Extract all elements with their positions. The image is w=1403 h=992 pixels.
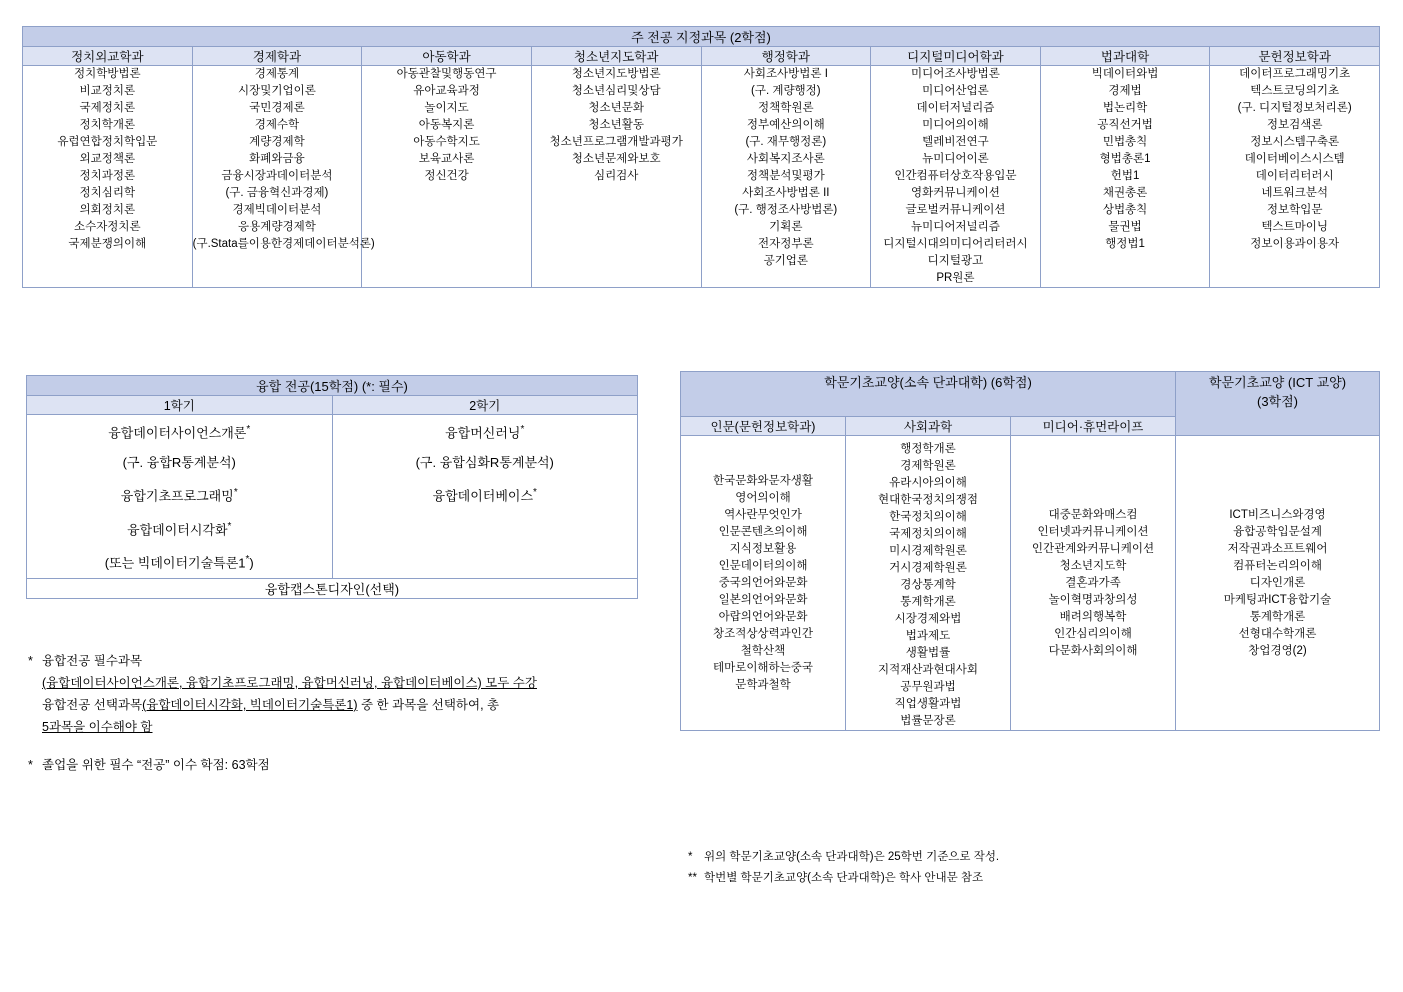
ga-col-header-2: 미디어·휴먼라이프 [1011, 417, 1176, 436]
course-item: PR원론 [936, 272, 975, 284]
note-text: 융합전공 선택과목 [42, 698, 143, 712]
course-item: 정보시스템구축론 [1250, 136, 1340, 148]
course-item: 인문콘텐츠의이해 [718, 525, 808, 538]
course-item: 아동관찰및행동연구 [396, 68, 497, 80]
course-item: 시장및기업이론 [238, 85, 316, 97]
course-item: 사회조사방법론 II [742, 187, 830, 199]
course-item: 거시경제학원론 [889, 562, 967, 574]
convergence-title-row [27, 376, 638, 396]
course-item: 행정법1 [1105, 238, 1145, 250]
course-item: 데이터베이스시스템 [1244, 153, 1345, 165]
convergence-title: 융합 전공(15학점) (*: 필수) [27, 376, 638, 396]
course-item: 통계학개론 [900, 596, 956, 608]
course-item: 정치과정론 [79, 170, 136, 182]
course-item: (구. 금융혁신과경제) [225, 187, 329, 199]
dept-header-2: 아동학과 [362, 47, 532, 66]
course-item: 청소년프로그램개발과평가 [549, 136, 683, 148]
course-item: 결혼과가족 [1065, 576, 1121, 589]
required-asterisk: * [520, 424, 525, 435]
course-item: 유럽연합정치학입문 [57, 136, 158, 148]
course-item: 글로벌커뮤니케이션 [905, 204, 1006, 216]
course-item: 유아교육과정 [413, 85, 480, 97]
course-item: 정책분석및평가 [746, 170, 825, 182]
general-education-table [680, 371, 1380, 731]
course-item: 정보학입문 [1266, 204, 1323, 216]
semester2-courses [332, 415, 638, 579]
major-table-courses-row [23, 66, 1380, 288]
course-item: 융합공학입문설계 [1233, 525, 1322, 538]
note-line [42, 694, 537, 716]
note-text: 졸업을 위한 필수 “전공” 이수 학점: 63학점 [42, 758, 270, 772]
course-item: 공기업론 [763, 255, 809, 267]
course-item: 정치학개론 [79, 119, 136, 131]
course-item: 기획론 [769, 221, 803, 233]
major-table-title: 주 전공 지정과목 (2학점) [23, 27, 1380, 47]
course-item: 미디어조사방법론 [911, 68, 1000, 80]
course-item: 데이터프로그래밍기초 [1239, 68, 1351, 80]
course-item: 문학과철학 [735, 678, 791, 691]
course-item: 시장경제와법 [894, 613, 962, 625]
required-asterisk: * [227, 520, 232, 532]
course-item: 공무원과법 [900, 681, 956, 693]
course-item: 데이터리터러시 [1255, 170, 1334, 182]
course-item: 채권총론 [1102, 187, 1148, 199]
course-item: 청소년심리및상담 [571, 85, 661, 97]
course-item: 텍스트마이닝 [1261, 221, 1329, 233]
required-asterisk: * [246, 424, 251, 435]
course-item: 정신건강 [424, 170, 469, 182]
note-body [42, 754, 270, 776]
course-item: 심리검사 [593, 170, 639, 182]
course-item: ICT비즈니스와경영 [1229, 508, 1326, 521]
course-item: 경제법 [1108, 85, 1142, 97]
major-table-header-row [23, 47, 1380, 66]
note-text-underline: (융합데이터사이언스개론, 융합기초프로그래밍, 융합머신러닝, 융합데이터베이스) 모두 수강 [42, 676, 537, 690]
course-item: 융합데이터베이스* [432, 487, 537, 504]
course-item: 공직선거법 [1097, 119, 1153, 131]
course-item: 한국문화와문자생활 [713, 474, 813, 487]
dept-courses-7 [1210, 66, 1380, 288]
note-bullet: ** [688, 872, 697, 884]
dept-header-5: 디지털미디어학과 [871, 47, 1041, 66]
note-bullet: * [688, 851, 693, 863]
course-item: 계량경제학 [249, 136, 305, 148]
course-item: 일본의언어와문화 [718, 593, 808, 606]
ga-courses-1 [846, 436, 1011, 731]
convergence-semester-header-row [27, 396, 638, 415]
dept-courses-0 [23, 66, 193, 288]
course-item: 정치학방법론 [73, 68, 141, 80]
course-item: 인간컴퓨터상호작용입문 [894, 170, 1017, 182]
ga-courses-0 [681, 436, 846, 731]
course-item: 응용계량경제학 [238, 221, 316, 233]
course-item: 상법총칙 [1102, 204, 1148, 216]
course-item: 디자인개론 [1249, 576, 1306, 589]
course-item: 통계학개론 [1249, 610, 1306, 623]
course-item: (구. 계량행정) [751, 85, 821, 97]
course-item: 미디어의이해 [922, 119, 989, 131]
course-item: (구. 융합R통계분석) [122, 455, 236, 471]
note-text: 학번별 학문기초교양(소속 단과대학)은 학사 안내문 참조 [704, 872, 984, 884]
course-item: 저작권과소프트웨어 [1227, 542, 1328, 555]
course-item: 뉴미디어저널리즘 [911, 221, 1000, 233]
course-item: 테마로이해하는중국 [713, 661, 813, 674]
course-item: 융합데이터사이언스개론* [108, 424, 251, 441]
note-text: 융합전공 필수과목 [42, 654, 143, 668]
course-item: 선형대수학개론 [1238, 627, 1317, 640]
course-item: 비교정치론 [79, 85, 136, 97]
course-item: 한국정치의이해 [889, 511, 967, 523]
note-bullet: * [28, 654, 33, 668]
course-item: 빅데이터와법 [1091, 68, 1159, 80]
capstone-cell [27, 579, 638, 599]
note-line [42, 754, 270, 776]
course-item: (구.Stata를이용한경제데이터분석론) [192, 238, 375, 250]
major-designated-courses-table [22, 26, 1380, 288]
dept-courses-6 [1040, 66, 1210, 288]
course-item: 융합데이터시각화* [127, 520, 232, 537]
course-item: 국제정치론 [79, 102, 136, 114]
semester1-header: 1학기 [27, 396, 333, 415]
ict-courses [1176, 436, 1380, 731]
ga-note-2 [688, 868, 1378, 889]
course-item: 뉴미디어이론 [922, 153, 989, 165]
course-item: 영어의이해 [735, 491, 791, 504]
course-item: 창조적상상력과인간 [713, 627, 813, 640]
dept-courses-5 [871, 66, 1041, 288]
dept-header-4: 행정학과 [701, 47, 871, 66]
ga-courses-row [681, 436, 1380, 731]
course-item: 텍스트코딩의기초 [1250, 85, 1340, 97]
dept-header-0: 정치외교학과 [23, 47, 193, 66]
course-item: 대중문화와매스컴 [1048, 508, 1138, 521]
dept-header-6: 법과대학 [1040, 47, 1210, 66]
course-item: 행정학개론 [900, 443, 956, 455]
course-item: 경제수학 [254, 119, 300, 131]
course-item: 사회조사방법론 I [743, 68, 828, 80]
course-item: 청소년활동 [588, 119, 644, 131]
course-item: 경제학원론 [900, 460, 956, 472]
course-item: 국민경제론 [249, 102, 305, 114]
dept-courses-3 [531, 66, 701, 288]
ga-title-left: 학문기초교양(소속 단과대학) (6학점) [681, 372, 1176, 417]
convergence-note-1 [28, 650, 668, 738]
dept-header-3: 청소년지도학과 [531, 47, 701, 66]
course-item: 민법총칙 [1102, 136, 1148, 148]
note-line [42, 650, 537, 672]
course-item: 법과제도 [905, 630, 951, 642]
course-item: 인터넷과커뮤니케이션 [1037, 525, 1149, 538]
course-item: 인문데이터의이해 [718, 559, 808, 572]
general-education-notes [688, 847, 1378, 889]
convergence-capstone-row [27, 579, 638, 599]
convergence-note-2 [28, 754, 668, 776]
convergence-notes [28, 650, 668, 776]
ict-title-line2: (3학점) [1256, 394, 1298, 409]
course-item: (구. 디지털정보처리론) [1237, 102, 1352, 114]
capstone-label: 융합캡스톤디자인 [264, 582, 366, 598]
course-item: 경제통계 [254, 68, 300, 80]
course-item: 컴퓨터논리의이해 [1233, 559, 1322, 572]
course-item: 미시경제학원론 [889, 545, 967, 557]
note-line [42, 672, 537, 694]
ict-title-line1: 학문기초교양 (ICT 교양) [1208, 375, 1347, 390]
course-item: 중국의언어와문화 [718, 576, 808, 589]
dept-courses-4 [701, 66, 871, 288]
ga-title-right [1176, 372, 1380, 436]
dept-header-1: 경제학과 [192, 47, 362, 66]
course-item: 텔레비전연구 [922, 136, 989, 148]
course-item: 국제정치의이해 [889, 528, 967, 540]
course-item: 창업경영(2) [1248, 644, 1307, 657]
course-item: 법논리학 [1102, 102, 1148, 114]
course-item: 지식정보활용 [729, 542, 797, 555]
course-item: 정치심리학 [79, 187, 136, 199]
course-item: 아랍의언어와문화 [718, 610, 808, 623]
required-asterisk: * [233, 487, 238, 499]
course-item: 놀이지도 [424, 102, 469, 114]
course-item: 생활법률 [905, 647, 951, 659]
course-item: 청소년지도학 [1059, 559, 1127, 572]
required-asterisk: * [533, 487, 537, 499]
course-item: 전자정부론 [758, 238, 814, 250]
course-item: 형법총론1 [1099, 153, 1151, 165]
course-item: 미디어산업론 [922, 85, 989, 97]
course-item: 유라시아의이해 [889, 477, 967, 489]
course-item: 마케팅과ICT융합기술 [1223, 593, 1332, 606]
note-text-underline: 5과목을 이수해야 함 [42, 720, 153, 734]
course-item: 아동수학지도 [413, 136, 480, 148]
course-item: 정보검색론 [1266, 119, 1323, 131]
note-text-underline: (융합데이터시각화, 빅데이터기술특론1) [142, 698, 358, 712]
course-item: 영화커뮤니케이션 [911, 187, 1000, 199]
course-item: 인간심리의이해 [1054, 627, 1132, 640]
course-item: 외교정책론 [79, 153, 136, 165]
major-table-title-row [23, 27, 1380, 47]
ga-col-header-1: 사회과학 [846, 417, 1011, 436]
course-item: 정보이용과이용자 [1250, 238, 1340, 250]
course-item: 배려의행복학 [1059, 610, 1127, 623]
course-item: 청소년문화 [588, 102, 644, 114]
course-item: 보육교사론 [418, 153, 475, 165]
semester2-header: 2학기 [332, 396, 638, 415]
course-item: 다문화사회의이해 [1048, 644, 1138, 657]
course-item: 현대한국정치의쟁점 [878, 494, 978, 506]
course-item: 지적재산과현대사회 [878, 664, 978, 676]
note-text: 위의 학문기초교양(소속 단과대학)은 25학번 기준으로 작성. [704, 851, 1000, 863]
course-item: 경제빅데이터분석 [232, 204, 322, 216]
convergence-courses-row [27, 415, 638, 579]
course-item: 정책학원론 [758, 102, 814, 114]
capstone-optional-label: (선택) [365, 582, 400, 598]
course-item: 소수자정치론 [73, 221, 141, 233]
course-item: 데이터저널리즘 [916, 102, 995, 114]
note-bullet: * [28, 758, 33, 772]
course-item: 놀이혁명과창의성 [1048, 593, 1138, 606]
course-item: 디지털광고 [927, 255, 984, 267]
note-text: 중 한 과목을 선택하여, 총 [357, 698, 500, 712]
course-item: 물권법 [1108, 221, 1142, 233]
course-item: 직업생활과법 [894, 698, 962, 710]
note-body [42, 650, 537, 738]
ga-courses-2 [1011, 436, 1176, 731]
ga-col-header-0: 인문(문헌정보학과) [681, 417, 846, 436]
course-item: 역사란무엇인가 [724, 508, 802, 521]
dept-header-7: 문헌정보학과 [1210, 47, 1380, 66]
course-item: 경상통계학 [900, 579, 956, 591]
semester1-courses [27, 415, 333, 579]
course-item: 사회복지조사론 [746, 153, 825, 165]
course-item: 헌법1 [1110, 170, 1140, 182]
ga-note-1 [688, 847, 1378, 868]
course-item: 아동복지론 [418, 119, 475, 131]
required-asterisk: * [245, 553, 250, 565]
course-item: 법률문장론 [900, 715, 956, 727]
course-item: (구. 재무행정론) [745, 136, 827, 148]
course-item: 네트워크분석 [1261, 187, 1329, 199]
course-item: 청소년지도방법론 [571, 68, 661, 80]
course-item: 국제분쟁의이해 [68, 238, 147, 250]
course-item: 화폐와금융 [249, 153, 305, 165]
course-item: 융합기초프로그래밍* [120, 487, 238, 504]
note-line [42, 716, 537, 738]
course-item: 디지털시대의미디어리터러시 [883, 238, 1028, 250]
dept-courses-1 [192, 66, 375, 288]
dept-courses-2 [362, 66, 532, 288]
convergence-major-table [26, 375, 638, 599]
course-item: 청소년문제와보호 [571, 153, 661, 165]
course-item: 금융시장과데이터분석 [221, 170, 333, 182]
course-item: 융합머신러닝* [445, 424, 525, 441]
course-item: (구. 융합심화R통계분석) [415, 455, 554, 471]
course-item: (구. 행정조사방법론) [734, 204, 838, 216]
course-item: (또는 빅데이터기술특론1*) [104, 553, 254, 571]
course-item: 의회정치론 [79, 204, 136, 216]
course-item: 철학산책 [740, 644, 786, 657]
course-item: 정부예산의이해 [746, 119, 825, 131]
course-item: 인간관계와커뮤니케이션 [1031, 542, 1155, 555]
ga-title-row [681, 372, 1380, 417]
